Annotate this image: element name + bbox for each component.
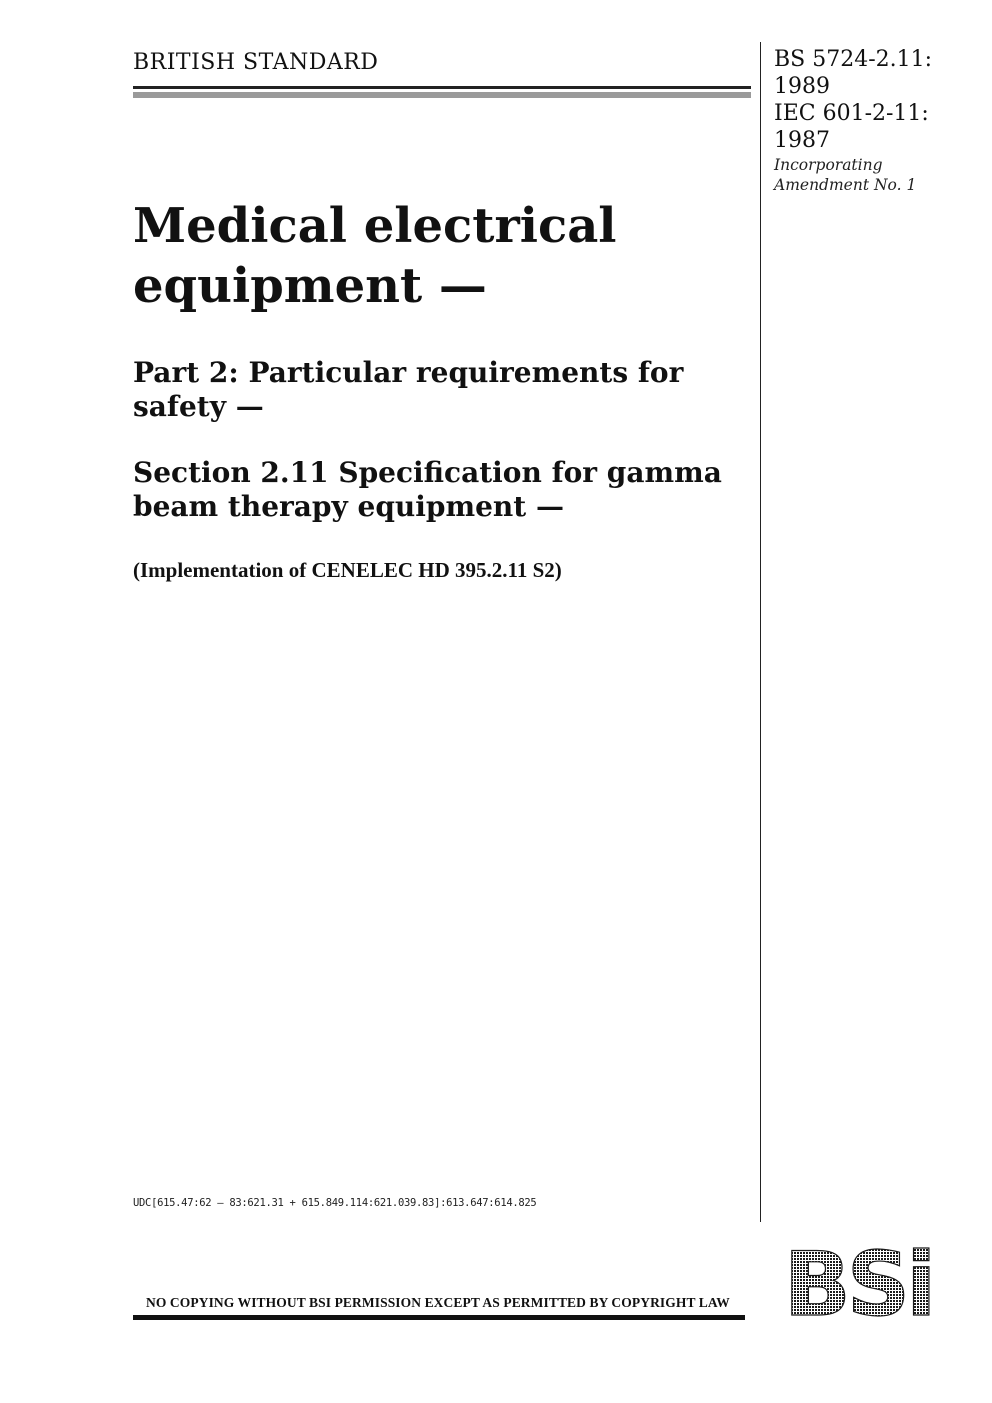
- bsi-logo-text: BSi: [783, 1243, 933, 1321]
- header-rule-dark: [133, 86, 751, 89]
- bs-number-line2: 1989: [774, 74, 830, 99]
- footer-rule: [133, 1315, 745, 1320]
- section-line2: beam therapy equipment —: [133, 490, 564, 523]
- part-heading: [133, 356, 743, 424]
- iec-number-line1: IEC 601-2-11:: [774, 101, 929, 126]
- title-line1: Medical electrical: [133, 198, 617, 254]
- column-divider: [760, 42, 761, 1222]
- standard-numbers: [774, 46, 932, 154]
- bsi-logo: [770, 1243, 946, 1321]
- udc-classification: UDC[615.47:62 – 83:621.31 + 615.849.114:621.039.83]:613.647:614.825: [133, 1197, 537, 1209]
- bsi-logo-graphic: [770, 1243, 946, 1321]
- header-rule-gray: [133, 92, 751, 98]
- iec-number-line2: 1987: [774, 128, 830, 153]
- series-label: BRITISH STANDARD: [133, 50, 379, 75]
- amendment-line1: Incorporating: [774, 156, 883, 174]
- title-line2: equipment —: [133, 258, 487, 314]
- document-title: [133, 196, 743, 316]
- part-line1: Part 2: Particular requirements for: [133, 356, 684, 389]
- section-line1: Section 2.11 Specification for gamma: [133, 456, 722, 489]
- amendment-note: [774, 155, 916, 195]
- section-heading: [133, 456, 743, 524]
- part-line2: safety —: [133, 390, 264, 423]
- amendment-line2: Amendment No. 1: [774, 176, 917, 194]
- bs-number-line1: BS 5724-2.11:: [774, 47, 933, 72]
- implementation-note: (Implementation of CENELEC HD 395.2.11 S2): [133, 558, 562, 582]
- copyright-notice: NO COPYING WITHOUT BSI PERMISSION EXCEPT AS PERMITTED BY COPYRIGHT LAW: [146, 1295, 730, 1310]
